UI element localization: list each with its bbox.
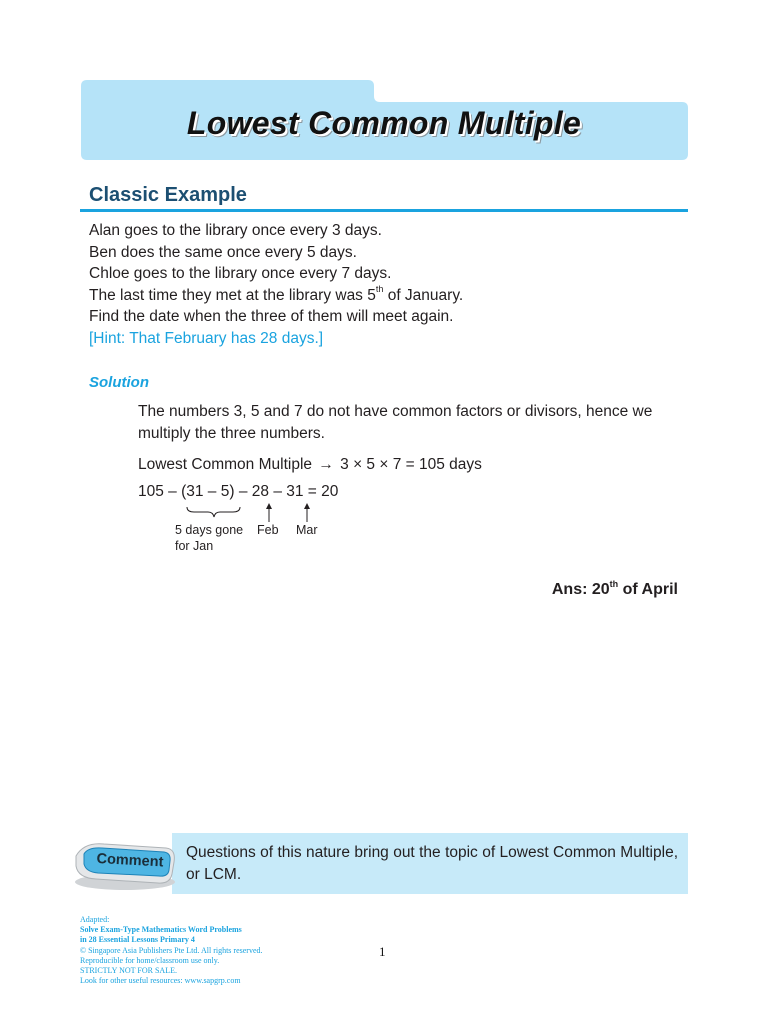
question-line-find: Find the date when the three of them will meet again. — [89, 308, 454, 325]
equation-part: – — [234, 483, 252, 500]
solution-label: Solution — [89, 374, 149, 391]
question-line: Ben does the same once every 5 days. — [89, 243, 357, 261]
mar-annotation: Mar — [296, 523, 318, 537]
footer-line: in 28 Essential Lessons Primary 4 — [80, 935, 195, 945]
footer-line: © Singapore Asia Publishers Pte Ltd. All rights reserved. — [80, 945, 263, 955]
comment-badge-label: Comment — [96, 851, 164, 871]
section-title: Classic Example — [89, 184, 247, 206]
solution-explanation: The numbers 3, 5 and 7 do not have common factors or divisors, hence we multiply the three numbers. — [138, 403, 653, 442]
section-divider — [80, 209, 688, 212]
arrow-right-icon: → — [318, 456, 334, 473]
hint-text: [Hint: That February has 28 days.] — [89, 329, 324, 347]
equation-mar-days: 31 — [286, 483, 304, 500]
footer-line: Solve Exam-Type Mathematics Word Problems — [80, 925, 242, 935]
question-line: Chloe goes to the library once every 7 days. — [89, 265, 392, 282]
jan-annotation-line: 5 days gone — [175, 523, 244, 537]
arrow-up-icon — [304, 503, 310, 522]
footer-line: Look for other useful resources: www.sapgrp.com — [80, 976, 241, 986]
jan-annotation-line: for Jan — [175, 539, 214, 553]
equation-part: 105 – (31 – — [138, 483, 221, 500]
lcm-calculation: 3 × 5 × 7 = 105 days — [340, 456, 482, 473]
comment-text: Questions of this nature bring out the topic of Lowest Common Multiple, or LCM. — [186, 844, 678, 883]
equation-result: = 20 — [303, 483, 339, 500]
question-line: Alan goes to the library once every 3 days. — [89, 222, 382, 239]
answer — [551, 578, 678, 599]
question-line-last-met — [89, 285, 689, 307]
page-number: 1 — [379, 944, 386, 959]
ordinal-suffix: th — [375, 284, 384, 295]
brace-icon — [187, 507, 240, 517]
question-block — [89, 220, 689, 349]
footer-credits — [80, 915, 380, 986]
footer-line: Reproducible for home/classroom use only. — [80, 955, 220, 965]
equation-part: – — [269, 483, 287, 500]
lcm-line — [138, 456, 482, 474]
equation-feb-days: 28 — [251, 483, 270, 500]
last-met-text-end: of January. — [383, 286, 464, 304]
answer-text: Ans: 20 — [551, 581, 610, 598]
lcm-label: Lowest Common Multiple — [138, 456, 313, 473]
jan-annotation — [175, 522, 243, 554]
footer-line: Adapted: — [80, 915, 110, 924]
equation-line — [138, 483, 338, 501]
equation-annotations — [180, 500, 330, 524]
feb-annotation: Feb — [257, 523, 279, 537]
last-met-text: The last time they met at the library was 5 — [89, 286, 376, 304]
arrow-up-icon — [266, 503, 272, 522]
footer-line: STRICTLY NOT FOR SALE. — [80, 966, 177, 976]
equation-jan-days: 5) — [220, 483, 235, 500]
page-title: Lowest Common Multiple — [186, 105, 582, 141]
answer-text-end: of April — [618, 581, 678, 598]
ordinal-suffix: th — [609, 578, 619, 589]
